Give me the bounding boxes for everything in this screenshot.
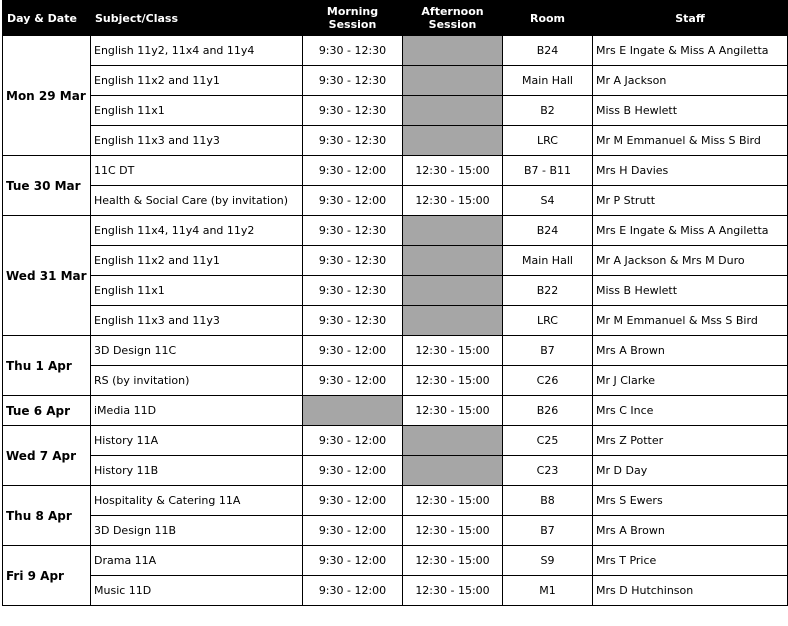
afternoon-session-cell: 12:30 - 15:00 bbox=[403, 546, 503, 576]
staff-cell: Mr M Emmanuel & Mss S Bird bbox=[593, 306, 788, 336]
table-header bbox=[3, 1, 788, 36]
subject-cell: English 11x2 and 11y1 bbox=[91, 66, 303, 96]
afternoon-session-none-cell bbox=[403, 456, 503, 486]
room-cell: Main Hall bbox=[503, 66, 593, 96]
day-date-cell: Wed 7 Apr bbox=[3, 426, 91, 486]
subject-cell: History 11A bbox=[91, 426, 303, 456]
staff-cell: Mrs C Ince bbox=[593, 396, 788, 426]
morning-session-cell: 9:30 - 12:00 bbox=[303, 486, 403, 516]
header-morning-session: Morning Session bbox=[303, 1, 403, 36]
morning-session-cell: 9:30 - 12:00 bbox=[303, 456, 403, 486]
staff-cell: Mr M Emmanuel & Miss S Bird bbox=[593, 126, 788, 156]
afternoon-session-cell: 12:30 - 15:00 bbox=[403, 336, 503, 366]
room-cell: C23 bbox=[503, 456, 593, 486]
room-cell: B7 bbox=[503, 516, 593, 546]
room-cell: B7 - B11 bbox=[503, 156, 593, 186]
subject-cell: English 11x3 and 11y3 bbox=[91, 126, 303, 156]
staff-cell: Mrs Z Potter bbox=[593, 426, 788, 456]
subject-cell: English 11x2 and 11y1 bbox=[91, 246, 303, 276]
morning-session-cell: 9:30 - 12:30 bbox=[303, 246, 403, 276]
exam-schedule-table bbox=[2, 0, 788, 606]
afternoon-session-cell: 12:30 - 15:00 bbox=[403, 486, 503, 516]
staff-cell: Mrs S Ewers bbox=[593, 486, 788, 516]
staff-cell: Mrs T Price bbox=[593, 546, 788, 576]
day-date-cell: Tue 30 Mar bbox=[3, 156, 91, 216]
table-row bbox=[3, 396, 788, 426]
morning-session-cell: 9:30 - 12:00 bbox=[303, 426, 403, 456]
staff-cell: Mr D Day bbox=[593, 456, 788, 486]
room-cell: B2 bbox=[503, 96, 593, 126]
room-cell: C26 bbox=[503, 366, 593, 396]
morning-session-cell: 9:30 - 12:00 bbox=[303, 576, 403, 606]
day-date-cell: Mon 29 Mar bbox=[3, 36, 91, 156]
staff-cell: Mr A Jackson & Mrs M Duro bbox=[593, 246, 788, 276]
morning-session-cell: 9:30 - 12:30 bbox=[303, 66, 403, 96]
afternoon-session-none-cell bbox=[403, 126, 503, 156]
subject-cell: 3D Design 11C bbox=[91, 336, 303, 366]
table-row bbox=[3, 486, 788, 516]
room-cell: B22 bbox=[503, 276, 593, 306]
afternoon-session-cell: 12:30 - 15:00 bbox=[403, 186, 503, 216]
subject-cell: 11C DT bbox=[91, 156, 303, 186]
header-subject: Subject/Class bbox=[91, 1, 303, 36]
morning-session-cell: 9:30 - 12:00 bbox=[303, 186, 403, 216]
morning-session-cell: 9:30 - 12:30 bbox=[303, 96, 403, 126]
subject-cell: Music 11D bbox=[91, 576, 303, 606]
subject-cell: English 11y2, 11x4 and 11y4 bbox=[91, 36, 303, 66]
room-cell: B8 bbox=[503, 486, 593, 516]
subject-cell: RS (by invitation) bbox=[91, 366, 303, 396]
header-row bbox=[3, 1, 788, 36]
day-date-cell: Fri 9 Apr bbox=[3, 546, 91, 606]
staff-cell: Miss B Hewlett bbox=[593, 276, 788, 306]
room-cell: Main Hall bbox=[503, 246, 593, 276]
table-row bbox=[3, 66, 788, 96]
day-date-cell: Tue 6 Apr bbox=[3, 396, 91, 426]
afternoon-session-none-cell bbox=[403, 66, 503, 96]
table-row bbox=[3, 426, 788, 456]
table-body bbox=[3, 36, 788, 606]
morning-session-cell: 9:30 - 12:00 bbox=[303, 366, 403, 396]
morning-session-cell: 9:30 - 12:30 bbox=[303, 306, 403, 336]
day-date-cell: Thu 8 Apr bbox=[3, 486, 91, 546]
morning-session-cell: 9:30 - 12:30 bbox=[303, 216, 403, 246]
subject-cell: iMedia 11D bbox=[91, 396, 303, 426]
morning-session-cell: 9:30 - 12:00 bbox=[303, 516, 403, 546]
staff-cell: Mrs A Brown bbox=[593, 336, 788, 366]
header-day-date: Day & Date bbox=[3, 1, 91, 36]
staff-cell: Mrs D Hutchinson bbox=[593, 576, 788, 606]
table-row bbox=[3, 306, 788, 336]
day-date-cell: Wed 31 Mar bbox=[3, 216, 91, 336]
room-cell: B26 bbox=[503, 396, 593, 426]
day-date-cell: Thu 1 Apr bbox=[3, 336, 91, 396]
room-cell: LRC bbox=[503, 126, 593, 156]
table-row bbox=[3, 576, 788, 606]
morning-session-cell: 9:30 - 12:00 bbox=[303, 156, 403, 186]
table-row bbox=[3, 366, 788, 396]
table-row bbox=[3, 246, 788, 276]
table-row bbox=[3, 216, 788, 246]
room-cell: B7 bbox=[503, 336, 593, 366]
subject-cell: Health & Social Care (by invitation) bbox=[91, 186, 303, 216]
morning-session-cell: 9:30 - 12:00 bbox=[303, 336, 403, 366]
table-row bbox=[3, 546, 788, 576]
subject-cell: English 11x4, 11y4 and 11y2 bbox=[91, 216, 303, 246]
subject-cell: Hospitality & Catering 11A bbox=[91, 486, 303, 516]
room-cell: B24 bbox=[503, 36, 593, 66]
table-row bbox=[3, 126, 788, 156]
staff-cell: Mrs A Brown bbox=[593, 516, 788, 546]
subject-cell: English 11x3 and 11y3 bbox=[91, 306, 303, 336]
afternoon-session-none-cell bbox=[403, 96, 503, 126]
table-row bbox=[3, 276, 788, 306]
staff-cell: Mrs E Ingate & Miss A Angiletta bbox=[593, 216, 788, 246]
subject-cell: English 11x1 bbox=[91, 96, 303, 126]
staff-cell: Mrs H Davies bbox=[593, 156, 788, 186]
room-cell: C25 bbox=[503, 426, 593, 456]
table-row bbox=[3, 36, 788, 66]
afternoon-session-none-cell bbox=[403, 276, 503, 306]
table-row bbox=[3, 186, 788, 216]
header-afternoon-session: Afternoon Session bbox=[403, 1, 503, 36]
afternoon-session-cell: 12:30 - 15:00 bbox=[403, 576, 503, 606]
room-cell: S9 bbox=[503, 546, 593, 576]
morning-session-cell: 9:30 - 12:30 bbox=[303, 126, 403, 156]
morning-session-cell: 9:30 - 12:30 bbox=[303, 276, 403, 306]
subject-cell: History 11B bbox=[91, 456, 303, 486]
subject-cell: 3D Design 11B bbox=[91, 516, 303, 546]
afternoon-session-none-cell bbox=[403, 36, 503, 66]
table-row bbox=[3, 156, 788, 186]
afternoon-session-none-cell bbox=[403, 216, 503, 246]
table-row bbox=[3, 96, 788, 126]
afternoon-session-none-cell bbox=[403, 246, 503, 276]
staff-cell: Miss B Hewlett bbox=[593, 96, 788, 126]
afternoon-session-cell: 12:30 - 15:00 bbox=[403, 516, 503, 546]
morning-session-cell: 9:30 - 12:00 bbox=[303, 546, 403, 576]
afternoon-session-none-cell bbox=[403, 426, 503, 456]
staff-cell: Mr P Strutt bbox=[593, 186, 788, 216]
afternoon-session-none-cell bbox=[403, 306, 503, 336]
afternoon-session-cell: 12:30 - 15:00 bbox=[403, 396, 503, 426]
room-cell: M1 bbox=[503, 576, 593, 606]
room-cell: LRC bbox=[503, 306, 593, 336]
subject-cell: Drama 11A bbox=[91, 546, 303, 576]
morning-session-none-cell bbox=[303, 396, 403, 426]
room-cell: S4 bbox=[503, 186, 593, 216]
table-row bbox=[3, 456, 788, 486]
table-row bbox=[3, 516, 788, 546]
staff-cell: Mr J Clarke bbox=[593, 366, 788, 396]
afternoon-session-cell: 12:30 - 15:00 bbox=[403, 156, 503, 186]
header-room: Room bbox=[503, 1, 593, 36]
header-staff: Staff bbox=[593, 1, 788, 36]
table-row bbox=[3, 336, 788, 366]
morning-session-cell: 9:30 - 12:30 bbox=[303, 36, 403, 66]
room-cell: B24 bbox=[503, 216, 593, 246]
subject-cell: English 11x1 bbox=[91, 276, 303, 306]
afternoon-session-cell: 12:30 - 15:00 bbox=[403, 366, 503, 396]
staff-cell: Mrs E Ingate & Miss A Angiletta bbox=[593, 36, 788, 66]
staff-cell: Mr A Jackson bbox=[593, 66, 788, 96]
